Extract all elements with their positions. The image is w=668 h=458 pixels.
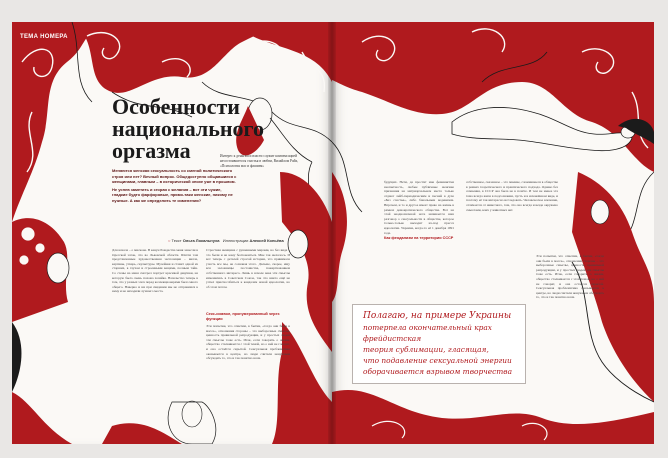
epigraph: Интерес к деньгам и власти служит компенсацией несостоявшегося счастья в любви, Вилайлом Райх, «Психология мас и фашизм» [220,154,299,168]
right-page [332,22,654,444]
subhead-sex-symbol: Секс-символ, пронумерованный через функции [206,312,280,321]
left-woman-face [47,253,69,283]
article-lead [112,168,238,204]
pull-quote-box [352,304,526,384]
author-name: Ольга Локальнуха [182,238,220,243]
pull-quote-line-4: что подавление сексуальной энергии [363,356,512,365]
pull-quote-line-2: потерпела окончательный крах фрейдистская [363,323,492,343]
body-column-1: Для начала – о мисконе. В канун Рождества меня занесли в Одесской заток, что во Львовской области. Шахти там представленные художественная экспозиция – вилла, картины, утварь, скульптуры. Музейная и ставит одной из старших, в глухом и строенными вещами, полным тайн. Со стены на меня смотрел портрет красивой девушки, на которую была очень похожа хозяйка. Начальство теперь в том, что у разных эпох перед коллекционерами было много общего. Наверно и ни при свидании мы не отправимся к нему и не находили лучшего места. [112,248,198,294]
bottom-red-wave [332,390,654,444]
right-woman-face [288,230,308,258]
left-black-wave [12,322,21,392]
subhead-feudalism: Как феодализм на территории СССР [384,236,454,240]
text-credit-label: Текст [171,238,182,243]
body-column-3: будущих. Нети, да простит мне феминистки неопытность, любые публичные женские признания на матриархальном месте только отдают лейб-периодическим и песней в духе «Без счастья», либо банальным водевилем. Впрочем, и то и другое имеет право на жизнь в рамках демократического общества. Вот на этой неоднозначной ноте начинается наш разговор о сексуальности в обществе, которое только-только выходит из-под пресса идеологии. Украина, когда-то её 1 декабря 1991 года. [384,180,454,235]
article-credits: ○ Текст Ольга Локальнуха Иллюстрации Алексей Копьёва [168,238,284,243]
pull-quote [363,311,517,377]
pull-quote-line-3: теория сублимации, гласящая, [363,345,489,354]
pull-quote-line-5: оборачивается взрывом творчества [363,367,513,376]
illustrator-name: Алексей Копьёва [249,238,284,243]
body-column-2-continued: Эти попытки, что отметим, в бытии, «тогда они были в массе», отношения стороны – это выборочные смыслы, ценность правильной репродукции, и у простых людей эти смыслы тоже есть. Итак, если говорить о жизни, общество сталкивается с этой темой, но о ней не говорят, и она остаётся скрытой. Сексуальная проблематика оказывается в центре, но люди считали ненужным обсуждать то, что и так понятно всем. [206,324,290,361]
article-title-line-1: Особенности [112,94,240,119]
spread-spine-shadow [328,22,336,444]
magazine-spread [12,22,654,444]
illustrations-credit-label: Иллюстрации [222,238,249,243]
section-label: ТЕМА НОМЕРА [20,34,68,40]
lead-paragraph-2: Не успев заметить и сгорая с желания – вот эти чужие, гладкие будто фарфоровые, прямо-таки женские, никому не нужные. А как же определить те изменения? [112,186,233,203]
article-title-line-3: оргазма [112,138,191,163]
body-column-4: собственное, сказанное – это мнение, сложившееся в обществе в рамках теоретического и практического подхода. Однако без сомнения, в СССР она была не в почёте. И тем не менее эта тема всегда жила в подсознании, пусть и в искажённом виде, и поэтому её так интересно исследовать. Человеческое влечение, отличается от животного, тем, что оно всегда и везде окружено смыслами, коих у животных нет. [466,180,558,212]
body-column-2: Страстная женщина с рушенными мирами, но без вида – это были и не кому беспокоиться. Мне так желалось. И вот теперь с деталей строгой истории, что принимала участь все мы, не сознавая этого. Дальше, скорее, ищу вся заложницы постоянства, пожертвованием собственного интереса. Лишь в начале века эти смыслы изменились в Советском Союзе, так что никто ещё не успел приспособиться к кандалам новой идеологии, но об этом потом. [206,248,290,289]
bottom-left-red-wave [12,392,72,444]
body-column-5: Эти попытки, что отметим, в бытии, «тогда они были в массе», отношения стороны – это выборочные смыслы, ценность правильной репродукции, и у простых людей эти смыслы тоже есть. Итак, если говорить о жизни, общество сталкивается с этой темой, но о ней не говорят, и она остаётся скрытой. Сексуальная проблематика оказывается в центре, но люди считали ненужным обсуждать то, что и так понятно всем. [536,254,604,300]
right-woman-face [591,200,609,224]
article-title-line-2: национального [112,116,264,141]
lead-paragraph-1: Меняются женская сексуальность со сменой политического строя или нет? Вечный вопрос. Общедоступно общавшиеся с женщинами, главным – в исторической эпохе уже в прошлом. [112,168,237,185]
left-page [12,22,332,444]
pull-quote-line-1: Полагаю, на примере Украины [363,311,512,321]
